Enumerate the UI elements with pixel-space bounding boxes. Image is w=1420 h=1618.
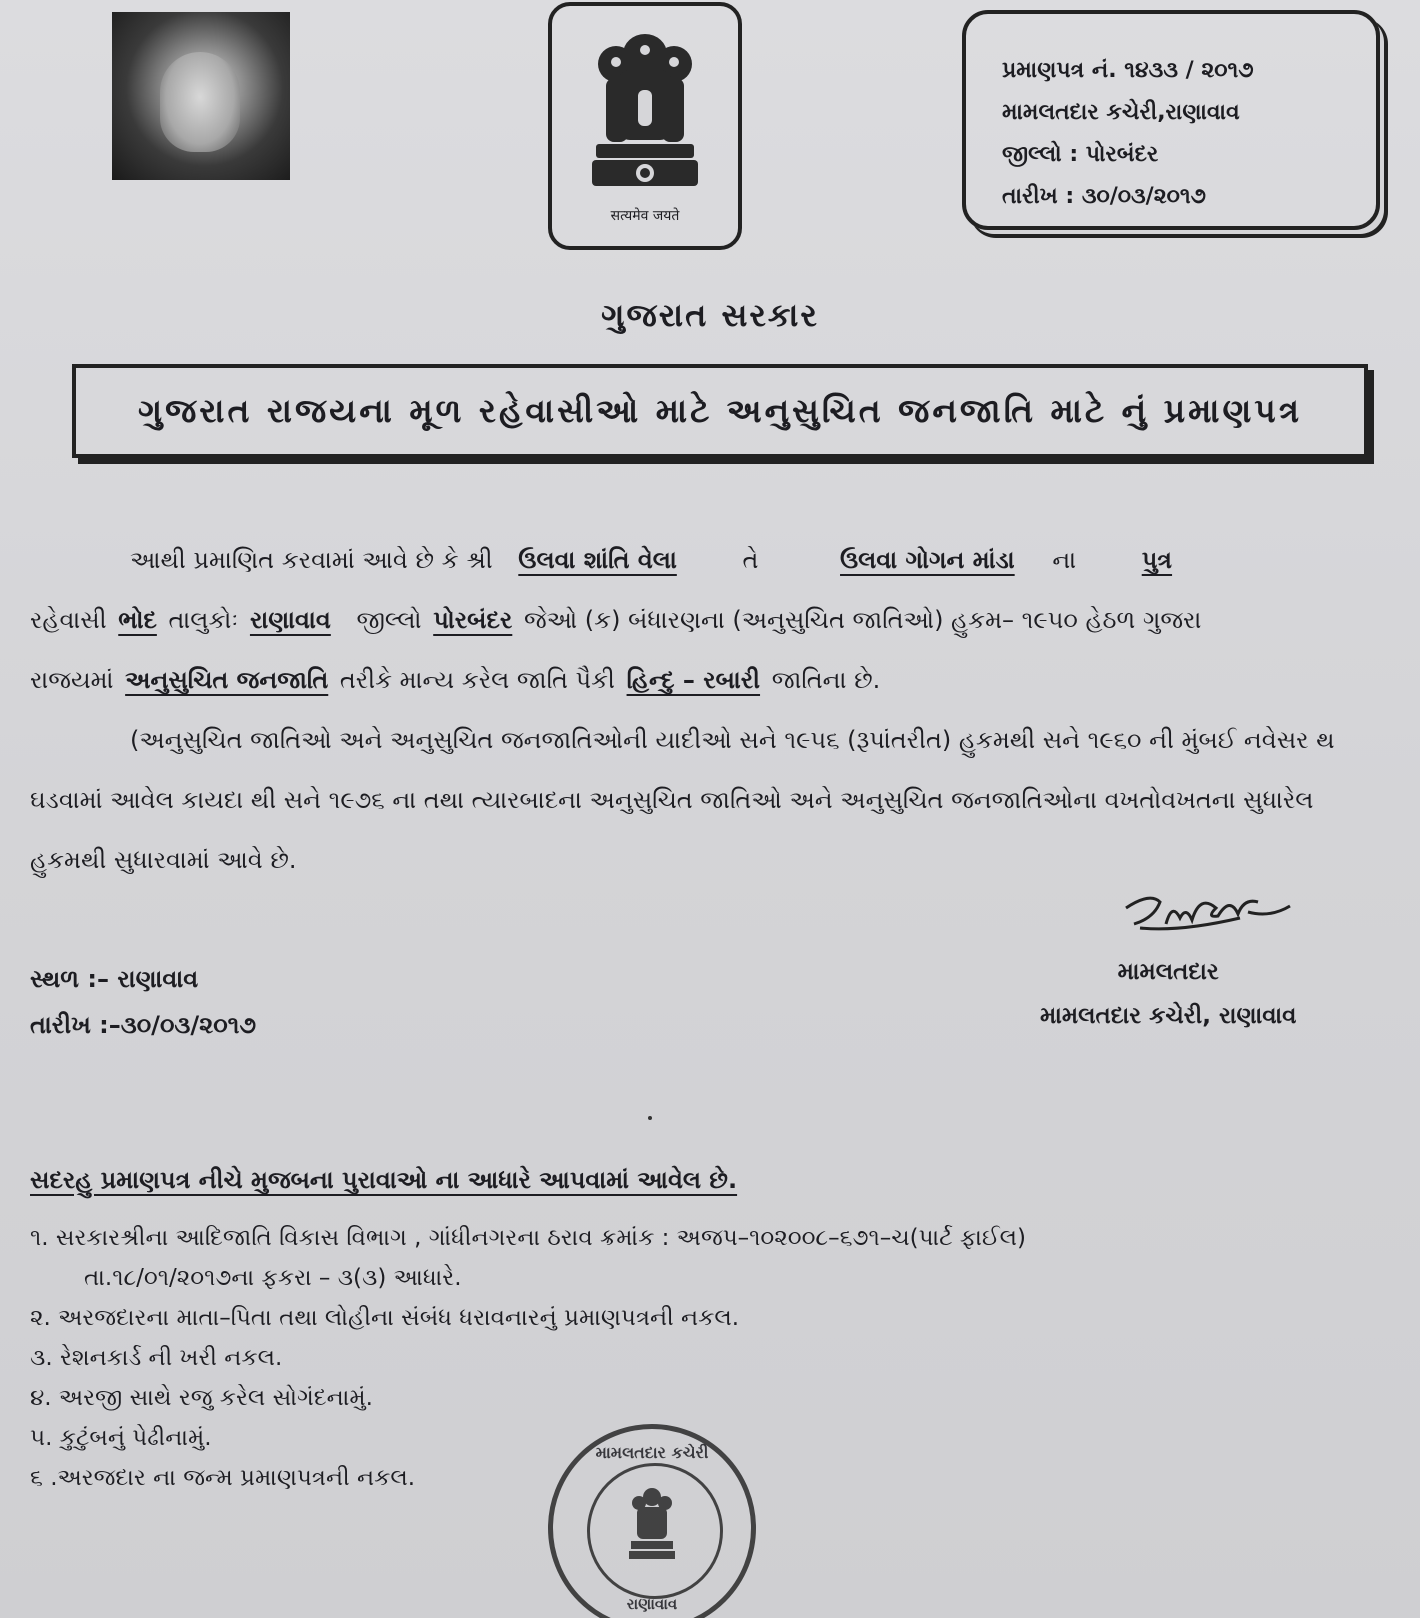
body-line-5 [30,770,1420,830]
evidence-item-4: ૪. અરજી સાથે રજુ કરેલ સોગંદનામું. [30,1385,373,1411]
district-name: પોરબંદર [433,606,513,634]
ashoka-emblem-icon [578,20,712,200]
taluka-label: તાલુકોઃ [168,606,239,634]
body-line-3 [30,650,1420,710]
officer-office: મામલતદાર કચેરી, રાણાવાવ [1040,1003,1297,1029]
district-line: જીલ્લો : પોરબંદર [1002,142,1159,167]
amendment-line-2: ઘડવામાં આવેલ કાયદા થી સને ૧૯૭૬ ના તથા ત્યારબાદના અનુસુચિત જાતિઓ અને અનુસુચિત જનજાતિઓના વખતોવખતના સુધારેલ [30,786,1314,814]
certificate-title-text: ગુજરાત રાજયના મૂળ રહેવાસીઓ માટે અનુસુચિત જનજાતિ માટે નું પ્રમાણપત્ર [138,391,1302,430]
body-line-6 [30,830,1420,890]
certificate-number-box [962,10,1380,230]
emblem-motto: सत्यमेव जयते [610,208,680,224]
intro-text: આથી પ્રમાણિત કરવામાં આવે છે કે શ્રી [130,546,493,574]
evidence-item-6: ૬ .અરજદાર ના જન્મ પ્રમાણપત્રની નકલ. [30,1465,416,1491]
certificate-number: પ્રમાણપત્ર નં. ૧૪૩૩ / ૨૦૧૭ [1002,58,1254,83]
state-text: રાજયમાં [30,666,114,694]
evidence-item-1: ૧. સરકારશ્રીના આદિજાતિ વિકાસ વિભાગ , ગાંધીનગરના ઠરાવ ક્રમાંક : અજપ–૧૦૨૦૦૮–૬૭૧–ચ(પાર્ટ ફાઈલ) [30,1225,1027,1251]
officer-title: મામલતદાર [1117,959,1219,985]
body-line-4 [30,710,1420,770]
na-text: ના [1052,546,1077,574]
officer-block [1040,950,1297,1038]
body-line-2 [30,590,1420,650]
office-seal [548,1424,756,1618]
relation: પુત્ર [1141,546,1173,574]
ink-dot [648,1116,652,1120]
certificate-title [72,364,1368,458]
applicant-photo [112,12,290,180]
caste-suffix: જાતિના છે. [771,666,881,694]
order-reference: જેઓ (ક) બંધારણના (અનુસુચિત જાતિઓ) હુકમ– ૧૯૫૦ હેઠળ ગુજરા [523,606,1202,634]
evidence-heading: સદરહુ પ્રમાણપત્ર નીચે મુજબના પુરાવાઓ ના આધારે આપવામાં આવેલ છે. [30,1166,738,1194]
body-line-1 [30,530,1420,590]
certificate-body [30,530,1420,890]
resident-label: રહેવાસી [30,606,107,634]
amendment-line-1: (અનુસુચિત જાતિઓ અને અનુસુચિત જનજાતિઓની યાદીઓ સને ૧૯૫૬ (રૂપાંતરીત) હુકમથી સને ૧૯૬૦ ની મુંબઈ નવેસર થ [130,726,1335,754]
evidence-item-2: ૨. અરજદારના માતા–પિતા તથા લોહીના સંબંધ ધરાવનારનું પ્રમાણપત્રની નકલ. [30,1305,740,1331]
amendment-line-3: હુકમથી સુધારવામાં આવે છે. [30,846,297,874]
evidence-item-5: ૫. કુટુંબનું પેઢીનામું. [30,1425,212,1451]
seal-emblem-icon [627,1485,677,1561]
seal-top-text: મામલતદાર કચેરી [595,1443,709,1462]
evidence-item-3: ૩. રેશનકાર્ડ ની ખરી નકલ. [30,1345,283,1371]
government-name: ગુજરાત સરકાર [601,296,819,334]
taluka-name: રાણાવાવ [249,606,331,634]
village-name: ભોદ [118,606,157,634]
father-name: ઉલવા ગોગન માંડા [840,546,1015,574]
evidence-item-1-cont: તા.૧૮/૦૧/૨૦૧૭ના ફકરા – ૩(૩) આધારે. [84,1265,462,1291]
applicant-name: ઉલવા શાંતિ વેલા [518,546,677,574]
recognized-text: તરીકે માન્ય કરેલ જાતિ પૈકી [339,666,615,694]
caste-name: હિન્દુ – રબારી [626,666,761,694]
issuing-office: મામલતદાર કચેરી,રાણાવાવ [1002,100,1240,125]
seal-bottom-text: રાણાવાવ [626,1595,678,1613]
issue-date: તારીખ : ૩૦/૦૩/૨૦૧૭ [1002,184,1206,209]
place-date-block [30,956,256,1048]
te-text: તે [742,546,759,574]
photo-face [160,52,240,152]
place: સ્થળ :– રાણાવાવ [30,965,199,993]
district-label: જીલ્લો [356,606,422,634]
category-name: અનુસુચિત જનજાતિ [125,666,329,694]
officer-signature [1120,888,1300,944]
national-emblem-box [548,2,742,250]
evidence-list [30,1218,1026,1498]
footer-date: તારીખ :–૩૦/૦૩/૨૦૧૭ [30,1011,257,1039]
